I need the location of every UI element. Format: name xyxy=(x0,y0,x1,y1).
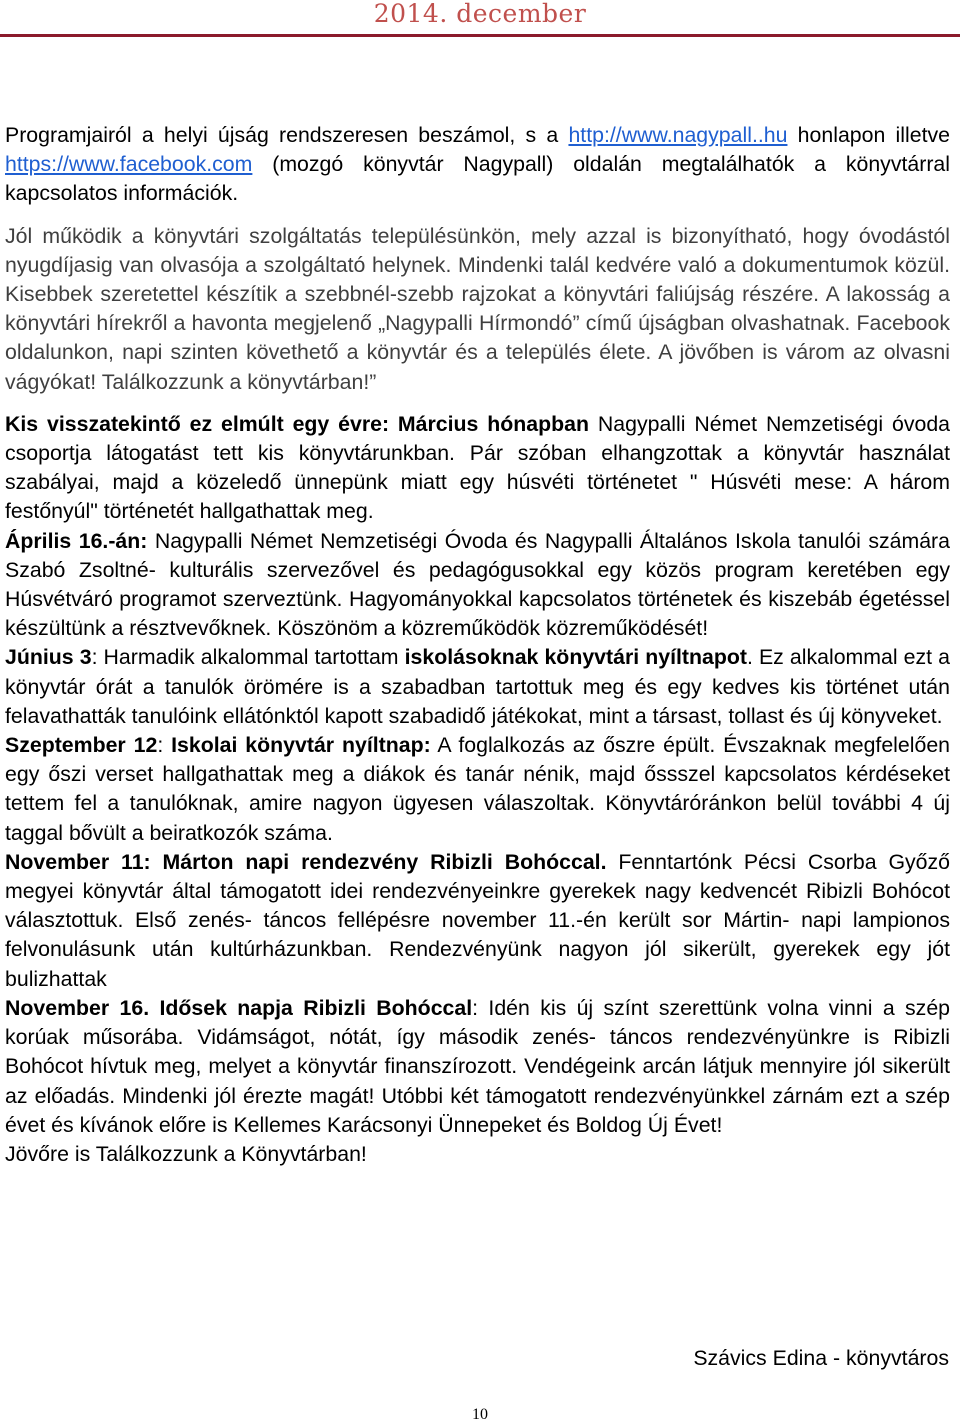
june-text-1: : Harmadik alkalommal tartottam xyxy=(91,645,405,670)
page-header xyxy=(0,0,960,38)
review-june xyxy=(5,643,950,731)
paragraph-gap xyxy=(5,397,950,410)
intro-text-2: honlapon illetve xyxy=(787,123,950,147)
paragraph-gap xyxy=(5,209,950,222)
november-11-heading: November 11: Márton napi rendezvény Ribizli Bohóccal. xyxy=(5,849,607,874)
april-text: Nagypalli Német Nemzetiségi Óvoda és Nagypalli Általános Iskola tanulói számára Szabó Zsoltné- kulturális szervezővel és pedagógusokkal egy közös program keretében egy Húsvétváró programot szerveztünk. Hagyományokkal kapcsolatos történetek és kiszebáb égetéssel készültünk a résztvevőknek. Köszönöm a közreműködök közreműködését! xyxy=(5,528,950,641)
september-text: A foglalkozás az őszre épült. Évszaknak megfelelően egy őszi verset hallgathattak meg a diákok és tanár nénik, majd őssszel kapcsolatos kérdéseket tettem fel a tanulóknak, amire nagyon ügyesen válaszoltak. Könyvtáróránkon belül további 4 új taggal bővült a beiratkozók száma. xyxy=(5,733,951,845)
june-highlight: iskolásoknak könyvtári nyíltnapot xyxy=(404,645,747,670)
review-heading: Kis visszatekintő ez elmúlt egy évre: Március hónapban xyxy=(5,411,590,436)
header-title: 2014. december xyxy=(373,0,587,28)
review-november-11 xyxy=(5,848,950,994)
september-heading: Szeptember 12 xyxy=(5,733,158,758)
intro-text-1: Programjairól a helyi újság rendszeresen beszámol, s a xyxy=(5,123,569,147)
november-16-text: : Idén kis új színt szerettünk volna vinni a szép korúak műsorába. Vidámságot, nótát, így második zenés- táncos rendezvényünkre is Ribizli Bohócot hívtuk meg, melyet a könyvtár finanszírozott. Vendégeink arcán látjuk mennyire jól sikerült az előadás. Mindenki jól érezte magát! Utóbbi két támogatott rendezvényünkkel zárnám ezt a szép évet és kívánok előre is Kellemes Karácsonyi Ünnepeket és Boldog Új Évet! xyxy=(5,995,951,1137)
facebook-link[interactable]: https://www.facebook.com xyxy=(5,152,253,177)
article-body xyxy=(5,121,950,1169)
review-april xyxy=(5,527,950,644)
website-link[interactable]: http://www.nagypall..hu xyxy=(568,123,788,147)
closing-line: Jövőre is Találkozzunk a Könyvtárban! xyxy=(5,1141,367,1166)
header-divider xyxy=(0,34,960,37)
april-heading: Április 16.-án: xyxy=(5,528,148,553)
november-16-heading: November 16. Idősek napja Ribizli Bohóccal xyxy=(5,995,473,1020)
june-heading: Június 3 xyxy=(5,645,92,670)
page-number: 10 xyxy=(472,1406,488,1423)
author-signature: Szávics Edina - könyvtáros xyxy=(693,1346,949,1370)
september-highlight: Iskolai könyvtár nyíltnap: xyxy=(171,733,431,758)
intro-text-3: (mozgó könyvtár Nagypall) oldalán megtalálhatók a könyvtárral kapcsolatos információk. xyxy=(5,152,950,206)
review-march xyxy=(5,410,950,527)
intro-paragraph xyxy=(5,121,950,209)
march-text: Nagypalli Német Nemzetiségi óvoda csoportja látogatást tett kis könyvtárunkban. Pár szóban elhangzottak a könyvtár használat szabályai, majd a közeledő ünnepünk miatt egy húsvéti történetet " Húsvéti mese: A három festőnyúl" történetét hallgathattak meg. xyxy=(5,411,951,524)
review-september xyxy=(5,731,950,848)
november-11-text: Fenntartónk Pécsi Csorba Győző megyei könyvtár által támogatott idei rendezvényeinkre gyerekek nagy kedvencét Ribizli Bohócot választottuk. Első zenés- táncos fellépésre november 11.-én került sor Mártin- napi lampionos felvonulásunk után kultúrházunkban. Rendezvényünk nagyon jól sikerült, gyerekek egy jót bulizhattak xyxy=(5,849,950,991)
service-paragraph: Jól működik a könyvtári szolgáltatás településünkön, mely azzal is bizonyítható, hogy óvodástól nyugdíjasig van olvasója a szolgáltató helynek. Mindenki talál kedvére való a dokumentumok közül. Kisebbek szeretettel készítik a szebbnél-szebb rajzokat a könyvtári faliújság részére. A lakosság a könyvtári hírekről a havonta megjelenő „Nagypalli Hírmondó” című újságban olvashatnak. Facebook oldalunkon, napi szinten követhető a könyvtár és a település élete. A jövőben is várom az olvasni vágyókat! Találkozzunk a könyvtárban!” xyxy=(5,223,950,394)
september-separator: : xyxy=(157,733,172,758)
june-text-2: . Ez alkalommal ezt a könyvtár órát a tanulók örömére is a szabadban tartottuk meg és egy kedves kis történet után felavathatták tanulóink ellátónktól kapott szabadidő játékokat, mint a társast, tollast és új könyveket. xyxy=(5,645,950,728)
review-november-16 xyxy=(5,994,950,1140)
